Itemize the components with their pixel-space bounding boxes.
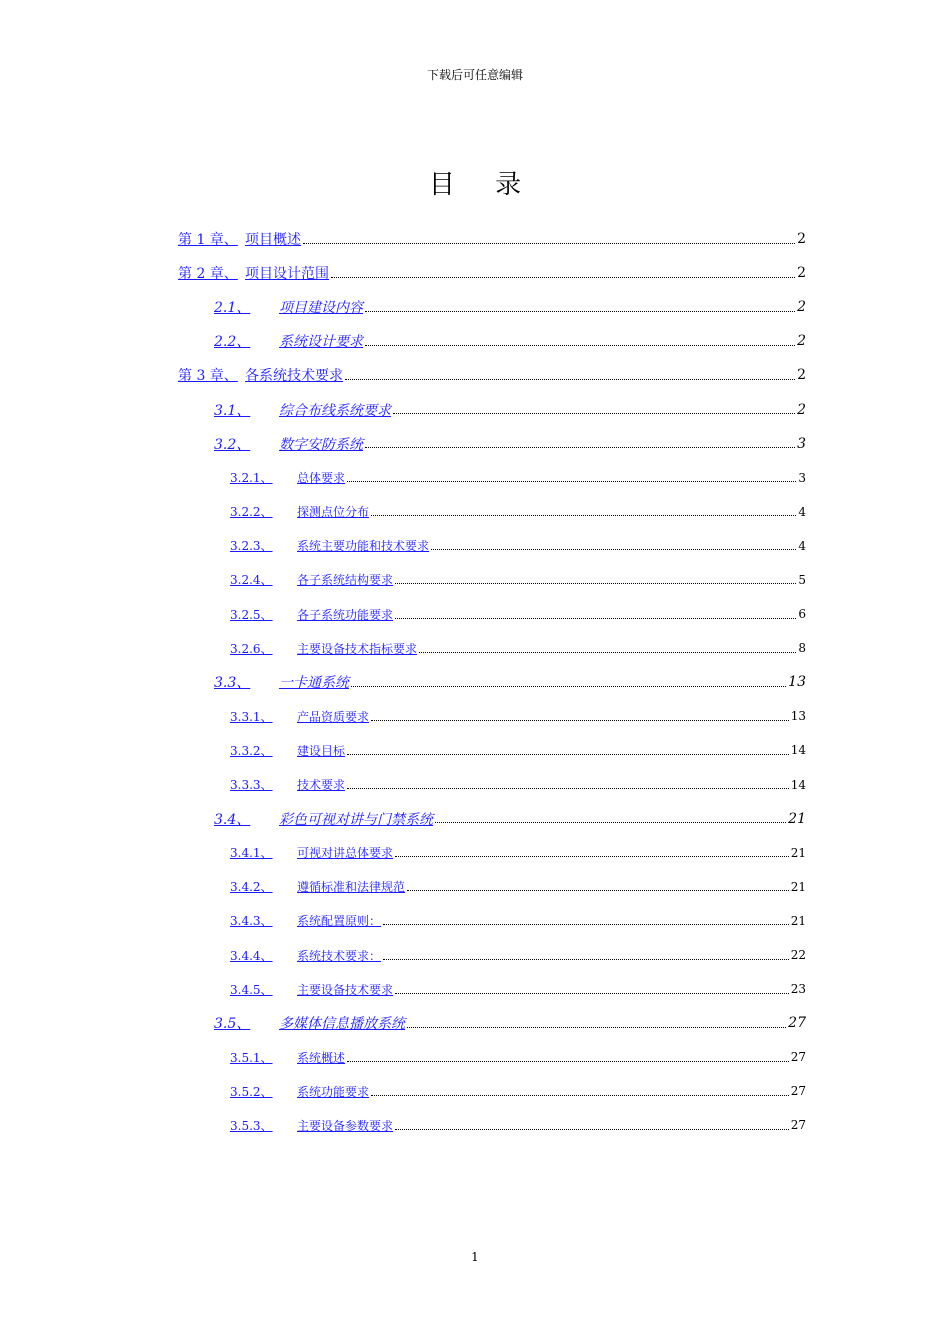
dot-leader [331, 277, 795, 278]
toc-entry-link[interactable]: 各子系统结构要求 [297, 573, 394, 588]
toc-entry-page: 13 [788, 674, 806, 691]
toc-entry-link[interactable]: 探测点位分布 [297, 505, 370, 520]
toc-entry[interactable] [178, 358, 806, 392]
toc-entry-link[interactable]: 系统设计要求 [279, 334, 363, 351]
dot-leader [383, 924, 789, 925]
toc-entry[interactable] [178, 495, 806, 529]
dot-leader [347, 1061, 789, 1062]
toc-entry-page: 5 [798, 572, 806, 587]
toc-entry[interactable] [178, 392, 806, 426]
toc-entry-page: 2 [797, 231, 806, 248]
toc-entry-link[interactable]: 各系统技术要求 [245, 368, 343, 385]
toc-entry-number[interactable]: 3.5.1、 [230, 1050, 273, 1065]
toc-entry[interactable] [178, 972, 806, 1006]
toc-entry-link[interactable]: 可视对讲总体要求 [297, 846, 394, 861]
toc-entry-number[interactable]: 3.1、 [214, 402, 251, 419]
toc-entry[interactable] [178, 1040, 806, 1074]
toc-entry-number[interactable]: 3.4.5、 [230, 982, 273, 997]
toc-entry-number[interactable]: 3.5.3、 [230, 1118, 273, 1133]
toc-entry-page: 27 [790, 1050, 806, 1065]
toc-title: 目 录 [428, 170, 538, 200]
dot-leader [395, 618, 796, 619]
toc-entry-link[interactable]: 系统技术要求： [297, 948, 382, 963]
toc-entry[interactable] [178, 836, 806, 870]
toc-entry-page: 3 [797, 435, 806, 452]
toc-entry-link[interactable]: 遵循标准和法律规范 [297, 880, 406, 895]
toc-entry-number[interactable]: 3.3.1、 [230, 709, 273, 724]
toc-entry-page: 3 [798, 470, 806, 485]
toc-entry[interactable] [178, 938, 806, 972]
toc-entry-link[interactable]: 系统配置原则： [297, 914, 382, 929]
toc-entry-page: 21 [790, 913, 806, 928]
toc-entry-number[interactable]: 3.2.6、 [230, 641, 273, 656]
toc-entry-link[interactable]: 各子系统功能要求 [297, 607, 394, 622]
toc-entry[interactable] [178, 256, 806, 290]
toc-entry[interactable] [178, 904, 806, 938]
toc-entry[interactable] [178, 290, 806, 324]
toc-entry-page: 4 [798, 504, 806, 519]
toc-entry-link[interactable]: 主要设备技术要求 [297, 982, 394, 997]
toc-entry-number[interactable]: 3.3.3、 [230, 778, 273, 793]
toc-entry-link[interactable]: 技术要求 [297, 778, 346, 793]
dot-leader [431, 549, 796, 550]
toc-entry-page: 2 [797, 401, 806, 418]
toc-entry-page: 23 [790, 982, 806, 997]
toc-entry-page: 6 [798, 607, 806, 622]
toc-entry[interactable] [178, 597, 806, 631]
toc-entry-page: 2 [797, 265, 806, 282]
toc-entry[interactable] [178, 665, 806, 699]
toc-entry[interactable] [178, 802, 806, 836]
toc-entry-link[interactable]: 项目建设内容 [279, 300, 363, 317]
toc-entry-number[interactable]: 第 3 章、 [178, 368, 238, 385]
toc-entry-link[interactable]: 项目设计范围 [245, 266, 329, 283]
toc-entry-page: 27 [790, 1118, 806, 1133]
toc-entry-number[interactable]: 3.3、 [214, 675, 251, 692]
toc-entry[interactable] [178, 1108, 806, 1142]
dot-leader [365, 447, 795, 448]
toc-entry-number[interactable]: 3.2.5、 [230, 607, 273, 622]
dot-leader [365, 345, 795, 346]
toc-entry[interactable] [178, 427, 806, 461]
toc-entry-link[interactable]: 主要设备技术指标要求 [297, 641, 418, 656]
dot-leader [395, 1129, 789, 1130]
toc-entry-link[interactable]: 数字安防系统 [279, 436, 363, 453]
dot-leader [419, 652, 796, 653]
dot-leader [395, 583, 796, 584]
dot-leader [395, 993, 789, 994]
toc-entry[interactable] [178, 768, 806, 802]
toc-entry-number[interactable]: 3.5.2、 [230, 1084, 273, 1099]
toc-entry-page: 13 [790, 709, 806, 724]
toc-entry[interactable] [178, 324, 806, 358]
toc-entry-link[interactable]: 系统功能要求 [297, 1084, 370, 1099]
toc-entry-link[interactable]: 项目概述 [245, 232, 301, 249]
table-of-contents [178, 222, 806, 1143]
toc-entry-page: 8 [798, 641, 806, 656]
dot-leader [435, 822, 786, 823]
toc-entry-number[interactable]: 2.2、 [214, 334, 251, 351]
toc-entry[interactable] [178, 461, 806, 495]
dot-leader [383, 959, 789, 960]
dot-leader [371, 720, 789, 721]
page-number: 1 [471, 1250, 479, 1264]
toc-entry[interactable] [178, 699, 806, 733]
toc-entry-number[interactable]: 3.2、 [214, 436, 251, 453]
dot-leader [371, 515, 796, 516]
dot-leader [347, 788, 789, 789]
toc-entry-number[interactable]: 第 2 章、 [178, 266, 238, 283]
dot-leader [393, 413, 795, 414]
toc-entry-number[interactable]: 3.2.2、 [230, 505, 273, 520]
dot-leader [345, 379, 795, 380]
toc-entry-number[interactable]: 3.4.2、 [230, 880, 273, 895]
toc-entry-page: 2 [797, 333, 806, 350]
dot-leader [365, 311, 795, 312]
toc-entry[interactable] [178, 1006, 806, 1040]
dot-leader [351, 686, 786, 687]
toc-entry-number[interactable]: 3.4、 [214, 811, 251, 828]
toc-entry-page: 21 [790, 845, 806, 860]
toc-entry-number[interactable]: 3.2.1、 [230, 471, 273, 486]
toc-entry-number[interactable]: 3.2.4、 [230, 573, 273, 588]
dot-leader [347, 481, 796, 482]
toc-entry[interactable] [178, 563, 806, 597]
toc-entry-number[interactable]: 第 1 章、 [178, 232, 238, 249]
header-note: 下载后可任意编辑 [426, 68, 523, 82]
toc-entry[interactable] [178, 733, 806, 767]
toc-entry-link[interactable]: 综合布线系统要求 [279, 402, 391, 419]
dot-leader [395, 856, 789, 857]
toc-entry[interactable] [178, 870, 806, 904]
toc-entry-number[interactable]: 3.3.2、 [230, 743, 273, 758]
toc-entry-page: 27 [788, 1015, 806, 1032]
toc-entry-number[interactable]: 2.1、 [214, 300, 251, 317]
toc-entry-number[interactable]: 3.4.4、 [230, 948, 273, 963]
dot-leader [371, 1095, 789, 1096]
toc-entry-number[interactable]: 3.5、 [214, 1016, 251, 1033]
toc-entry-number[interactable]: 3.2.3、 [230, 539, 273, 554]
dot-leader [407, 1027, 786, 1028]
toc-entry-number[interactable]: 3.4.1、 [230, 846, 273, 861]
dot-leader [303, 243, 795, 244]
toc-entry-page: 2 [797, 367, 806, 384]
toc-entry-page: 14 [790, 777, 806, 792]
toc-entry[interactable] [178, 222, 806, 256]
toc-entry-page: 2 [797, 299, 806, 316]
toc-entry[interactable] [178, 529, 806, 563]
toc-entry-page: 4 [798, 538, 806, 553]
dot-leader [347, 754, 789, 755]
toc-entry-link[interactable]: 建设目标 [297, 743, 346, 758]
toc-entry-page: 14 [790, 743, 806, 758]
toc-entry-page: 21 [788, 810, 806, 827]
toc-entry-page: 27 [790, 1084, 806, 1099]
dot-leader [407, 890, 789, 891]
toc-entry-link[interactable]: 系统概述 [297, 1050, 346, 1065]
toc-entry-link[interactable]: 一卡通系统 [279, 675, 349, 692]
toc-entry-number[interactable]: 3.4.3、 [230, 914, 273, 929]
toc-entry[interactable] [178, 1074, 806, 1108]
toc-entry-link[interactable]: 产品资质要求 [297, 709, 370, 724]
toc-entry-link[interactable]: 总体要求 [297, 471, 346, 486]
toc-entry-page: 22 [790, 948, 806, 963]
toc-entry-link[interactable]: 多媒体信息播放系统 [279, 1016, 405, 1033]
toc-entry-link[interactable]: 系统主要功能和技术要求 [297, 539, 430, 554]
toc-entry-link[interactable]: 彩色可视对讲与门禁系统 [279, 811, 433, 828]
toc-entry-link[interactable]: 主要设备参数要求 [297, 1118, 394, 1133]
toc-entry[interactable] [178, 631, 806, 665]
toc-entry-page: 21 [790, 879, 806, 894]
